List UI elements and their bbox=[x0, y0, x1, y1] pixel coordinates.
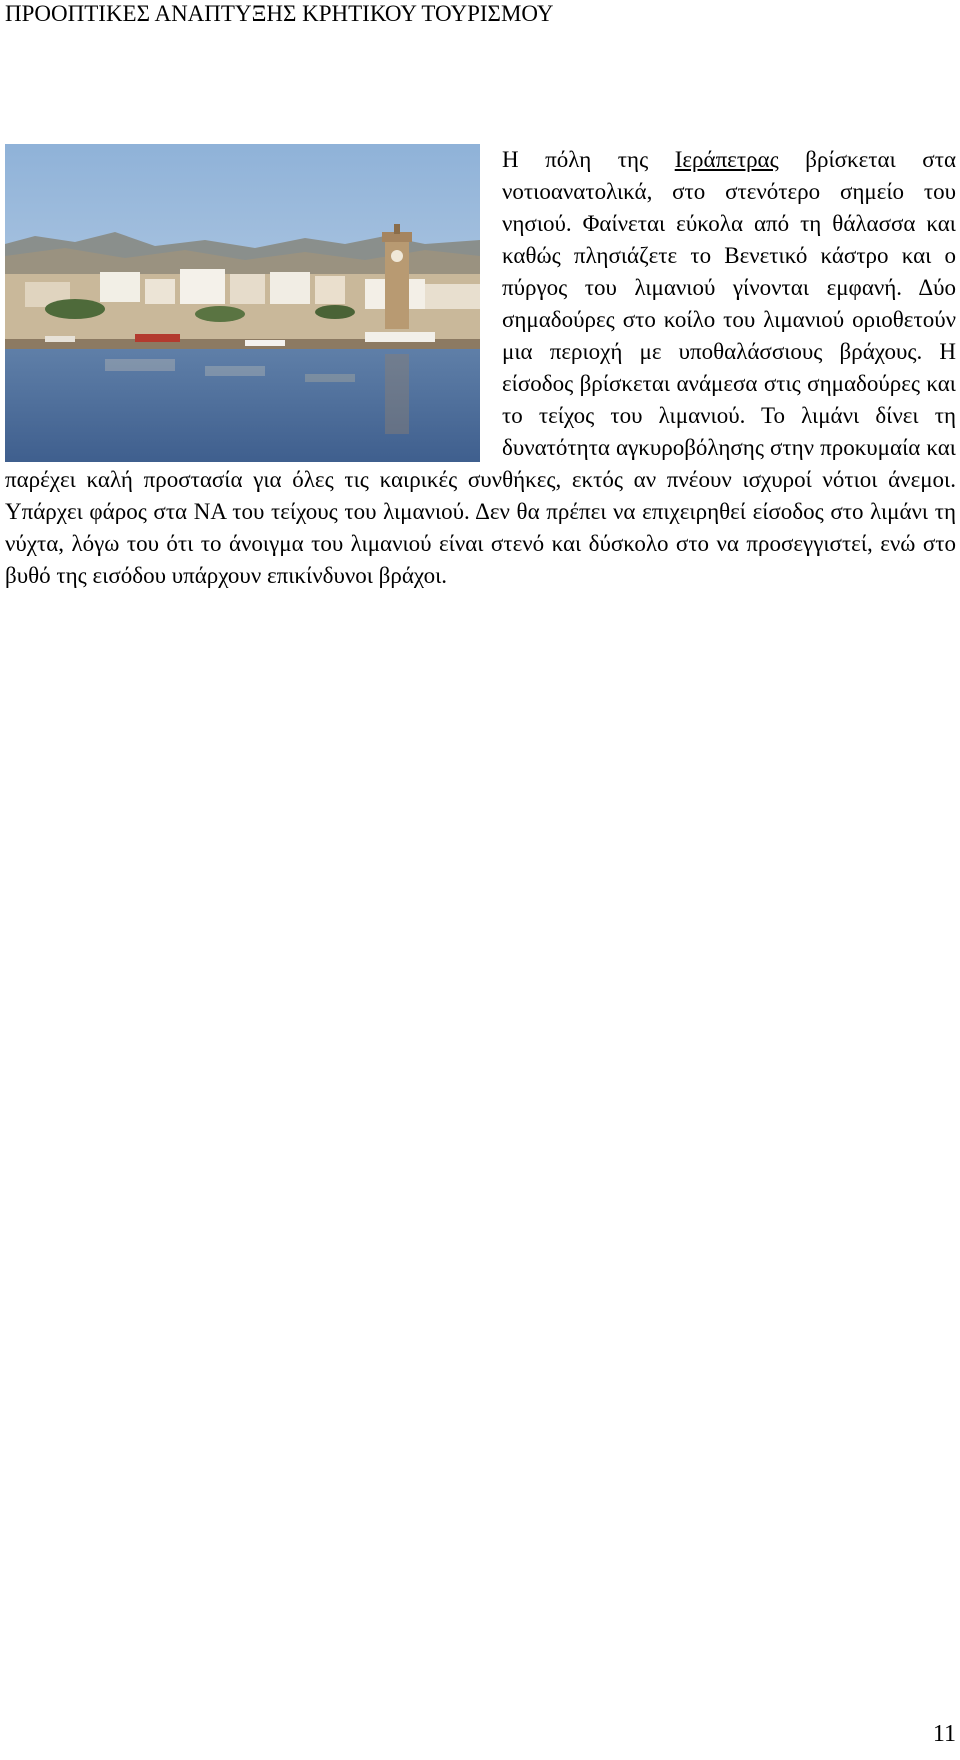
article-intro: Η πόλη της bbox=[502, 147, 675, 172]
harbor-photo-illustration bbox=[5, 144, 480, 462]
article-text: βρίσκεται στα νοτιοανατολικά, στο στενότερο σημείο του νησιού. Φαίνεται εύκολα από τη θάλασσα και καθώς πλησιάζετε το Βενετικό κάστρο και ο πύργος του λιμανιού γίνονται εμφανή. Δύο σημαδούρες στο κοίλο του λιμανιού οριοθετούν μια περιοχή με υποθαλάσσιους βράχους. Η είσοδος βρίσκεται ανάμεσα στις σημαδούρες και το τείχος του λιμανιού. Το λιμάνι δίνει τη δυνατότητα αγκυροβόλησης στην προκυμαία και παρέχει καλή προστασία για όλες τις καιρικές συνθήκες, εκτός αν πνέουν ισχυροί νότιοι άνεμοι. Υπάρχει φάρος στα ΝΑ του τείχους του λιμανιού. Δεν θα πρέπει να επιχειρηθεί είσοδος στο λιμάνι τη νύχτα, λόγω του ότι το άνοιγμα του λιμανιού είναι στενό και δύσκολο στο να προσεγγιστεί, ενώ στο βυθό της εισόδου υπάρχουν επικίνδυνοι βράχοι. bbox=[5, 147, 956, 588]
harbor-photo bbox=[5, 144, 480, 462]
page-header-title: ΠΡΟΟΠΤΙΚΕΣ ΑΝΑΠΤΥΞΗΣ ΚΡΗΤΙΚΟΥ ΤΟΥΡΙΣΜΟΥ bbox=[5, 1, 554, 26]
ierapetra-link[interactable]: Ιεράπετρας bbox=[674, 147, 779, 172]
article-body bbox=[5, 144, 956, 592]
page-number: 11 bbox=[932, 1721, 956, 1747]
